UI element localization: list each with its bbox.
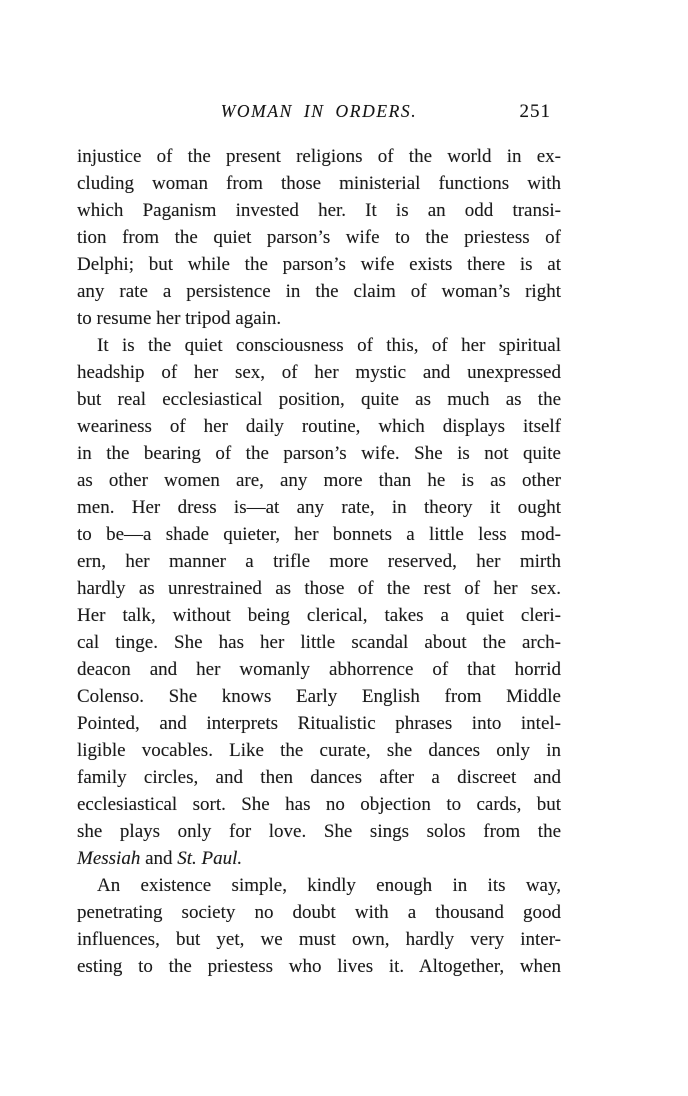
paragraph-1 (77, 143, 561, 332)
text-line: cluding woman from those ministerial functions with (77, 173, 561, 194)
text-line: esting to the priestess who lives it. Altogether, when (77, 956, 561, 977)
work-title-messiah: Messiah (77, 848, 141, 869)
running-header-title: WOMAN IN ORDERS. (220, 101, 418, 121)
text-line: deacon and her womanly abhorrence of that horrid (77, 659, 561, 680)
body-text (77, 143, 561, 980)
work-title-st-paul: St. Paul. (177, 848, 243, 869)
page-number: 251 (519, 101, 551, 122)
text-line: weariness of her daily routine, which displays itself (77, 416, 561, 437)
text-line: to resume her tripod again. (77, 308, 282, 329)
text-segment: and (140, 848, 178, 869)
text-line: any rate a persistence in the claim of woman’s right (77, 281, 561, 302)
text-line: Colenso. She knows Early English from Middle (77, 686, 561, 707)
text-line: Pointed, and interprets Ritualistic phrases into intel- (77, 713, 561, 734)
text-line: to be—a shade quieter, her bonnets a little less mod- (77, 524, 561, 545)
paragraph-2 (77, 332, 561, 872)
text-line: cal tinge. She has her little scandal about the arch- (77, 632, 561, 653)
text-line: as other women are, any more than he is as other (77, 470, 561, 491)
text-line: in the bearing of the parson’s wife. She is not quite (77, 443, 561, 464)
text-line: family circles, and then dances after a discreet and (77, 767, 561, 788)
text-line: tion from the quiet parson’s wife to the priestess of (77, 227, 561, 248)
text-line: Her talk, without being clerical, takes a quiet cleri- (77, 605, 561, 626)
paragraph-3 (77, 872, 561, 980)
text-line: influences, but yet, we must own, hardly very inter- (77, 929, 561, 950)
text-line: headship of her sex, of her mystic and unexpressed (77, 362, 561, 383)
text-line: Delphi; but while the parson’s wife exists there is at (77, 254, 561, 275)
text-line: It is the quiet consciousness of this, of her spiritual (97, 335, 561, 356)
text-line: injustice of the present religions of the world in ex- (77, 146, 561, 167)
running-header (77, 101, 561, 125)
text-line: penetrating society no doubt with a thousand good (77, 902, 561, 923)
text-line: ligible vocables. Like the curate, she dances only in (77, 740, 561, 761)
text-line: which Paganism invested her. It is an odd transi- (77, 200, 561, 221)
text-line: An existence simple, kindly enough in its way, (97, 875, 561, 896)
text-line-italic-titles (77, 845, 561, 872)
text-line: she plays only for love. She sings solos from the (77, 821, 561, 842)
text-line: but real ecclesiastical position, quite as much as the (77, 389, 561, 410)
text-line: ern, her manner a trifle more reserved, her mirth (77, 551, 561, 572)
text-line: men. Her dress is—at any rate, in theory it ought (77, 497, 561, 518)
text-line: ecclesiastical sort. She has no objection to cards, but (77, 794, 561, 815)
text-line: hardly as unrestrained as those of the rest of her sex. (77, 578, 561, 599)
